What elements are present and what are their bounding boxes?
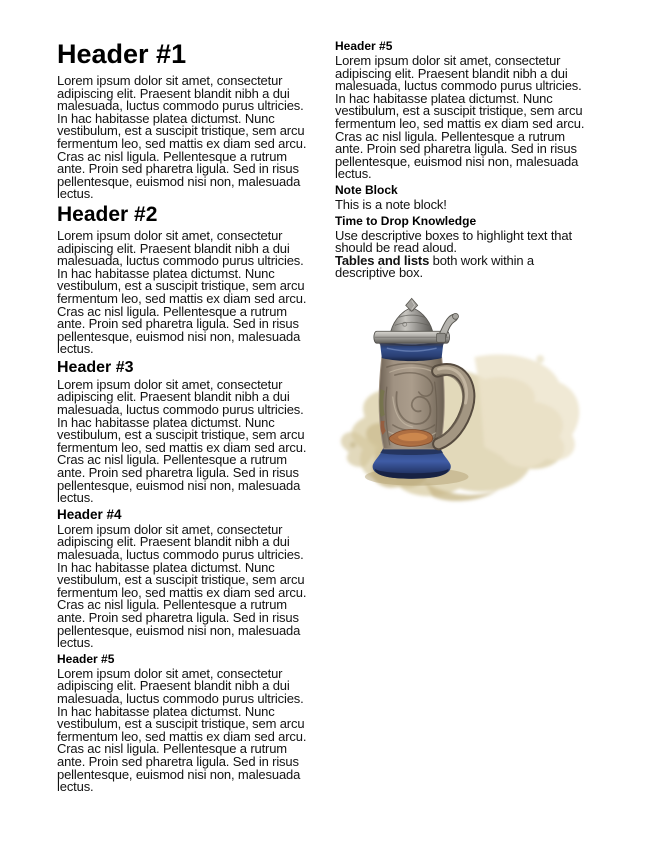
tables-note-rest: both work within a descriptive box.: [335, 252, 534, 281]
header-1: Header #1: [57, 39, 187, 69]
tables-note-bold: Tables and lists: [335, 252, 430, 268]
stein-base: [373, 447, 451, 479]
note-block-title: Note Block: [335, 182, 398, 197]
paragraph-1: Lorem ipsum dolor sit amet, consectetur adipiscing elit. Praesent blandit nibh a dui malesuada, luctus commodo purus ultricies. In hac habitasse platea dictumst. Nunc vestibulum, est a suscipit tristique, sem arcu fermentum leo, sed mattis ex diam sed arcu. Cras ac nisl ligula. Pellentesque a rutrum ante. Proin sed pharetra ligula. Sed in risus pellentesque, euismod nisi non, malesuada lectus.: [57, 73, 307, 202]
left-column: [57, 40, 313, 844]
section-header-3: [57, 359, 313, 505]
paragraph-4: Lorem ipsum dolor sit amet, consectetur adipiscing elit. Praesent blandit nibh a dui malesuada, luctus commodo purus ultricies. In hac habitasse platea dictumst. Nunc vestibulum, est a suscipit tristique, sem arcu fermentum leo, sed mattis ex diam sed arcu. Cras ac nisl ligula. Pellentesque a rutrum ante. Proin sed pharetra ligula. Sed in risus pellentesque, euismod nisi non, malesuada lectus.: [57, 521, 307, 651]
paragraph-5: Lorem ipsum dolor sit amet, consectetur adipiscing elit. Praesent blandit nibh a dui malesuada, luctus commodo purus ultricies. In hac habitasse platea dictumst. Nunc vestibulum, est a suscipit tristique, sem arcu fermentum leo, sed mattis ex diam sed arcu. Cras ac nisl ligula. Pellentesque a rutrum ante. Proin sed pharetra ligula. Sed in risus pellentesque, euismod nisi non, malesuada lectus.: [57, 665, 307, 795]
paragraph-3: Lorem ipsum dolor sit amet, consectetur adipiscing elit. Praesent blandit nibh a dui malesuada, luctus commodo purus ultricies. In hac habitasse platea dictumst. Nunc vestibulum, est a suscipit tristique, sem arcu fermentum leo, sed mattis ex diam sed arcu. Cras ac nisl ligula. Pellentesque a rutrum ante. Proin sed pharetra ligula. Sed in risus pellentesque, euismod nisi non, malesuada lectus.: [57, 376, 307, 506]
header-4: Header #4: [57, 506, 122, 522]
section-header-4: [57, 508, 313, 650]
header-5-right: Header #5: [335, 39, 393, 53]
knowledge-text: Use descriptive boxes to highlight text that should be read aloud.: [335, 227, 572, 256]
header-5-left: Header #5: [57, 651, 115, 666]
section-header-1: [57, 40, 313, 201]
section-header-2: [57, 204, 313, 356]
section-header-5-left: [57, 653, 313, 794]
header-2: Header #2: [57, 202, 158, 226]
tables-note: [335, 252, 591, 281]
header-3: Header #3: [57, 358, 134, 376]
beer-stein-image: [335, 296, 591, 508]
right-column: [335, 40, 591, 844]
paragraph-6: Lorem ipsum dolor sit amet, consectetur adipiscing elit. Praesent blandit nibh a dui malesuada, luctus commodo purus ultricies. In hac habitasse platea dictumst. Nunc vestibulum, est a suscipit tristique, sem arcu fermentum leo, sed mattis ex diam sed arcu. Cras ac nisl ligula. Pellentesque a rutrum ante. Proin sed pharetra ligula. Sed in risus pellentesque, euismod nisi non, malesuada lectus.: [335, 53, 585, 182]
beer-stein-svg: [335, 296, 591, 508]
paragraph-2: Lorem ipsum dolor sit amet, consectetur adipiscing elit. Praesent blandit nibh a dui malesuada, luctus commodo purus ultricies. In hac habitasse platea dictumst. Nunc vestibulum, est a suscipit tristique, sem arcu fermentum leo, sed mattis ex diam sed arcu. Cras ac nisl ligula. Pellentesque a rutrum ante. Proin sed pharetra ligula. Sed in risus pellentesque, euismod nisi non, malesuada lectus.: [57, 227, 307, 357]
knowledge-title: Time to Drop Knowledge: [335, 213, 477, 228]
section-header-5-right: [335, 40, 591, 181]
note-block-text: This is a note block!: [335, 196, 447, 212]
